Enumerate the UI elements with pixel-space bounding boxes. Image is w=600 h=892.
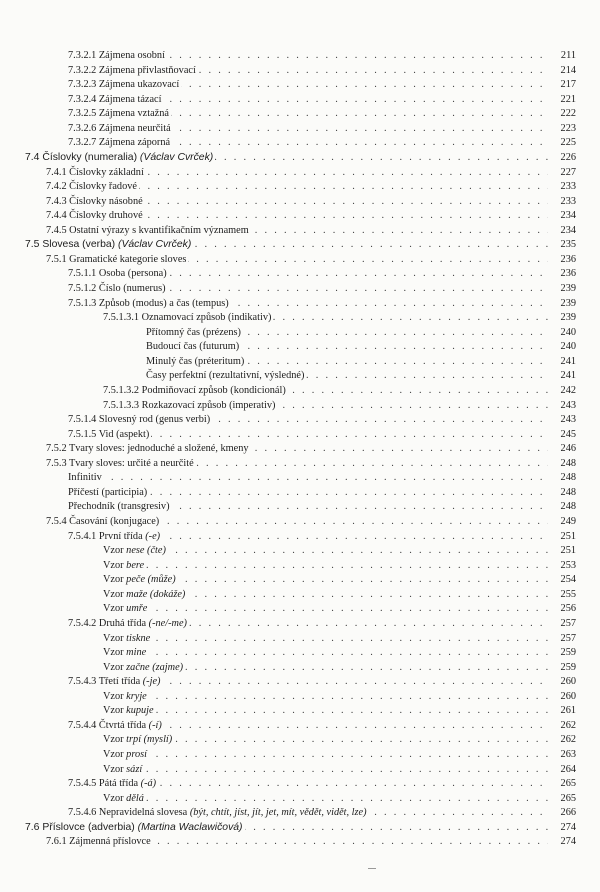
toc-page-number: 257	[548, 617, 576, 632]
toc-entry	[0, 180, 600, 195]
toc-entry-title	[103, 733, 174, 748]
toc-page-number: 246	[548, 442, 576, 457]
toc-page-number: 266	[548, 806, 576, 821]
toc-entry-title	[68, 413, 212, 428]
toc-entry	[0, 530, 600, 545]
toc-entry-title	[103, 704, 156, 719]
toc-page-number: 262	[548, 719, 576, 734]
toc-entry-text: 7.4.2 Číslovky řadové	[46, 181, 137, 193]
toc-page-number: 264	[548, 763, 576, 778]
toc-page-number: 217	[548, 78, 576, 93]
toc-entry	[0, 195, 600, 210]
toc-entry-text: 7.5.1 Gramatické kategorie sloves	[46, 253, 187, 265]
toc-entry	[0, 64, 600, 79]
toc-entry-italic: (Martina Waclawičová)	[137, 821, 243, 833]
toc-entry-title	[68, 486, 149, 501]
toc-entry-italic: mine	[126, 647, 147, 659]
leader-dots	[107, 792, 548, 807]
toc-entry-text: Vzor	[103, 545, 127, 557]
toc-page-number: 274	[548, 821, 576, 836]
toc-page-number: 259	[548, 661, 576, 676]
toc-entry	[0, 238, 600, 253]
toc-entry-text: Vzor	[103, 559, 127, 571]
toc-entry-title	[68, 49, 167, 64]
toc-entry-text: 7.6.1 Zájmenná příslovce	[46, 836, 151, 848]
toc-entry-title	[46, 166, 146, 181]
toc-entry-title	[68, 64, 198, 79]
toc-entry-text: 7.4.5 Ostatní výrazy s kvantifikačním významem	[46, 224, 249, 236]
toc-page-number: 214	[548, 64, 576, 79]
toc-entry-text: 7.5.1.3.1 Oznamovací způsob (indikativ)	[103, 312, 272, 324]
toc-entry-italic: sází	[126, 763, 143, 775]
toc-entry	[0, 282, 600, 297]
toc-entry	[0, 559, 600, 574]
toc-entry-text: Přechodník (transgresiv)	[68, 501, 170, 513]
toc-page-number: 240	[548, 326, 576, 341]
toc-entry-italic: umře	[126, 603, 148, 615]
toc-entry	[0, 311, 600, 326]
toc-entry-text: Vzor	[103, 588, 127, 600]
leader-dots	[107, 632, 548, 647]
toc-entry-italic: (být, chtít, jíst, jít, jet, mít, vědět, vidět, lze)	[189, 807, 367, 819]
toc-entry-text: 7.5.3 Tvary sloves: určité a neurčité	[46, 457, 194, 469]
toc-entry	[0, 792, 600, 807]
toc-entry	[0, 719, 600, 734]
toc-entry-title	[103, 573, 178, 588]
toc-entry-text: 7.5.2 Tvary sloves: jednoduché a složené, kmeny	[46, 443, 249, 455]
toc-entry-italic: (-e)	[145, 530, 161, 542]
toc-entry	[0, 297, 600, 312]
toc-entry-title	[46, 457, 196, 472]
toc-entry	[0, 151, 600, 166]
toc-entry-italic: (-á)	[140, 778, 157, 790]
toc-entry	[0, 49, 600, 64]
toc-entry	[0, 632, 600, 647]
toc-page-number: 248	[548, 486, 576, 501]
toc-entry-text: 7.5.4.2 Druhá třída	[68, 617, 149, 629]
toc-entry-text: Minulý čas (préteritum)	[146, 355, 245, 367]
toc-page-number: 236	[548, 253, 576, 268]
toc-page-number: 240	[548, 340, 576, 355]
toc-entry-title	[46, 442, 251, 457]
toc-page-number: 256	[548, 602, 576, 617]
toc-page-number: 239	[548, 282, 576, 297]
toc-entry-text: Vzor	[103, 574, 127, 586]
toc-page-number: 243	[548, 399, 576, 414]
toc-entry	[0, 369, 600, 384]
toc-page-number: 262	[548, 733, 576, 748]
toc-entry-text: 7.3.2.7 Zájmena záporná	[68, 137, 171, 149]
toc-entry	[0, 690, 600, 705]
toc-entry-title	[25, 821, 245, 836]
leader-dots	[107, 704, 548, 719]
toc-entry-title	[68, 471, 104, 486]
toc-entry-text: 7.5.1.5 Vid (aspekt)	[68, 428, 150, 440]
toc-entry-title	[46, 835, 153, 850]
toc-entry-italic: (-í)	[148, 719, 162, 731]
toc-entry-title	[68, 107, 171, 122]
toc-entry-title	[146, 355, 246, 370]
toc-page-number: 248	[548, 471, 576, 486]
toc-entry	[0, 486, 600, 501]
toc-entry-text: Časy perfektní (rezultativní, výsledné)	[146, 370, 305, 382]
toc-entry	[0, 209, 600, 224]
toc-entry-title	[103, 646, 148, 661]
toc-entry-text: 7.5.4.1 První třída	[68, 530, 146, 542]
toc-entry-title	[68, 719, 164, 734]
toc-page-number: 233	[548, 195, 576, 210]
toc-entry-text: 7.5.4.4 Čtvrtá třída	[68, 719, 149, 731]
toc-entry	[0, 457, 600, 472]
toc-entry	[0, 253, 600, 268]
toc-entry	[0, 646, 600, 661]
toc-entry-text: 7.5.1.1 Osoba (persona)	[68, 268, 167, 280]
toc-entry-title	[103, 559, 146, 574]
toc-page-number: 239	[548, 297, 576, 312]
leader-dots	[72, 471, 548, 486]
toc-entry-italic: kupuje	[126, 705, 154, 717]
toc-entry-italic: prosí	[126, 749, 147, 760]
toc-entry	[0, 413, 600, 428]
toc-page-number: 241	[548, 369, 576, 384]
toc-entry-text: Vzor	[103, 690, 127, 702]
toc-entry-text: Vzor	[103, 647, 127, 659]
toc-page-number: 236	[548, 267, 576, 282]
toc-entry-text: 7.5.1.2 Číslo (numerus)	[68, 283, 166, 294]
toc-entry-title	[68, 282, 168, 297]
toc-entry-title	[68, 93, 164, 108]
toc-entry-italic: tiskne	[126, 632, 151, 644]
toc-entry-text: Přítomný čas (prézens)	[146, 326, 241, 338]
toc-entry	[0, 471, 600, 486]
toc-page-number: 257	[548, 632, 576, 647]
leader-dots	[107, 690, 548, 705]
toc-entry-text: Vzor	[103, 661, 127, 673]
toc-entry	[0, 399, 600, 414]
toc-entry-italic: nese (čte)	[126, 545, 166, 557]
toc-entry-text: Infinitiv	[68, 472, 102, 484]
toc-entry-text: Vzor	[103, 603, 127, 615]
toc-entry	[0, 122, 600, 137]
toc-page-number: 223	[548, 122, 576, 137]
toc-entry-title	[68, 267, 169, 282]
toc-page-number: 233	[548, 180, 576, 195]
toc-entry-text: 7.4.4 Číslovky druhové	[46, 210, 143, 222]
toc-entry-title	[103, 544, 168, 559]
toc-page-number: 248	[548, 457, 576, 472]
toc-entry-text: 7.5.1.4 Slovesný rod (genus verbi)	[68, 414, 211, 426]
toc-page-number: 253	[548, 559, 576, 574]
toc-entry	[0, 384, 600, 399]
toc-page-number: 263	[548, 748, 576, 763]
toc-entry	[0, 78, 600, 93]
toc-entry-text: 7.6 Příslovce (adverbia)	[25, 821, 138, 833]
toc-entry-title	[46, 195, 145, 210]
toc-entry-text: 7.5 Slovesa (verba)	[25, 239, 118, 251]
toc-entry	[0, 617, 600, 632]
toc-entry-title	[103, 399, 277, 414]
toc-entry-title	[46, 224, 251, 239]
toc-entry-title	[68, 530, 162, 545]
toc-entry-text: Budoucí čas (futurum)	[146, 341, 240, 353]
toc-page-number: 265	[548, 777, 576, 792]
toc-entry-text: 7.5.4.3 Třetí třída	[68, 676, 143, 688]
leader-dots	[107, 748, 548, 763]
toc-entry-text: Vzor	[103, 734, 127, 746]
toc-entry-italic: kryje	[126, 690, 147, 702]
toc-entry	[0, 355, 600, 370]
toc-entry-title	[68, 122, 173, 137]
toc-entry-title	[103, 763, 144, 778]
toc-entry-title	[103, 792, 146, 807]
toc-entry-title	[103, 384, 288, 399]
toc-page-number: 260	[548, 675, 576, 690]
toc-page-number: 226	[548, 151, 576, 166]
toc-page-number: 255	[548, 588, 576, 603]
toc-entry-title	[103, 588, 187, 603]
toc-page-number: 222	[548, 107, 576, 122]
toc-entry	[0, 544, 600, 559]
toc-entry	[0, 166, 600, 181]
toc-entry-title	[25, 238, 193, 253]
toc-page-number: 235	[548, 238, 576, 253]
toc-page-number: 251	[548, 544, 576, 559]
leader-dots	[107, 602, 548, 617]
toc-entry	[0, 267, 600, 282]
toc-page-number: 211	[548, 49, 576, 64]
toc-entry-title	[68, 297, 231, 312]
toc-page-number: 245	[548, 428, 576, 443]
toc-entry	[0, 500, 600, 515]
toc-entry-text: 7.4.3 Číslovky násobné	[46, 195, 143, 207]
toc-entry-italic: (Václav Cvrček)	[117, 239, 192, 251]
footer-mark	[368, 868, 376, 869]
toc-entry	[0, 515, 600, 530]
toc-page-number: 248	[548, 500, 576, 515]
toc-entry-text: 7.3.2.3 Zájmena ukazovací	[68, 79, 180, 91]
toc-entry-title	[103, 661, 185, 676]
toc-entry	[0, 777, 600, 792]
toc-entry-title	[46, 209, 145, 224]
toc-entry-title	[46, 180, 139, 195]
toc-entry-italic: dělá	[126, 792, 144, 804]
toc-entry	[0, 428, 600, 443]
toc-entry-title	[25, 151, 215, 166]
toc-entry-text: 7.5.1.3.3 Rozkazovací způsob (imperativ)	[103, 399, 276, 411]
toc-entry	[0, 136, 600, 151]
toc-entry-text: Vzor	[103, 792, 127, 804]
toc-entry	[0, 573, 600, 588]
toc-entry-italic: trpí (myslí)	[126, 734, 173, 746]
toc-entry-title	[68, 500, 172, 515]
toc-entry-title	[103, 632, 152, 647]
toc-page-number: 254	[548, 573, 576, 588]
toc-page-number: 274	[548, 835, 576, 850]
toc-entry-title	[68, 675, 162, 690]
toc-page-number: 234	[548, 224, 576, 239]
toc-entry	[0, 588, 600, 603]
toc-entry-text: 7.3.2.6 Zájmena neurčitá	[68, 122, 171, 134]
toc-entry-title	[68, 777, 158, 792]
toc-entry	[0, 806, 600, 821]
toc-entry-title	[146, 369, 306, 384]
toc-page-number: 225	[548, 136, 576, 151]
toc-entry-title	[146, 340, 241, 355]
toc-page-number: 242	[548, 384, 576, 399]
toc-entry	[0, 107, 600, 122]
toc-entry	[0, 93, 600, 108]
toc-entry	[0, 733, 600, 748]
toc-entry-italic: maže (dokáže)	[126, 588, 186, 600]
toc-entry-title	[68, 428, 151, 443]
toc-page-number: 251	[548, 530, 576, 545]
toc-entry	[0, 442, 600, 457]
toc-page-number: 261	[548, 704, 576, 719]
toc-entry-text: 7.5.1.3 Způsob (modus) a čas (tempus)	[68, 297, 229, 309]
toc-entry-title	[68, 78, 181, 93]
toc-entry-title	[103, 748, 149, 763]
toc-page-number: 234	[548, 209, 576, 224]
toc-entry	[0, 763, 600, 778]
toc-entry-title	[103, 311, 273, 326]
toc-page-number: 259	[548, 646, 576, 661]
toc-page-number: 260	[548, 690, 576, 705]
toc-page-number: 241	[548, 355, 576, 370]
toc-page-number: 265	[548, 792, 576, 807]
toc-entry	[0, 340, 600, 355]
toc-entry	[0, 661, 600, 676]
toc-entry-text: Příčestí (participia)	[68, 486, 148, 498]
toc-entry-title	[46, 515, 161, 530]
toc-entry-title	[68, 806, 369, 821]
toc-entry-text: 7.3.2.5 Zájmena vztažná	[68, 108, 169, 120]
leader-dots	[107, 544, 548, 559]
toc-entry-title	[103, 602, 149, 617]
toc-entry-italic: začne (zajme)	[126, 661, 184, 673]
leader-dots	[107, 646, 548, 661]
toc-entry-title	[68, 617, 189, 632]
toc-page-number: 239	[548, 311, 576, 326]
toc-entry-italic: (-je)	[142, 676, 161, 688]
toc-entry	[0, 224, 600, 239]
toc-entry-text: 7.3.2.2 Zájmena přivlastňovací	[68, 64, 196, 76]
leader-dots	[107, 559, 548, 574]
toc-entry-text: 7.5.4.6 Nepravidelná slovesa	[68, 807, 190, 819]
toc-entry-title	[68, 136, 172, 151]
toc-entry	[0, 748, 600, 763]
toc-entry-text: 7.4 Číslovky (numeralia)	[25, 151, 140, 163]
toc-entry-text: 7.3.2.1 Zájmena osobní	[68, 50, 165, 61]
toc-entry	[0, 821, 600, 836]
toc-entry	[0, 326, 600, 341]
toc-entry-text: 7.4.1 Číslovky základní	[46, 166, 144, 178]
toc-entry-italic: peče (může)	[126, 574, 176, 586]
toc-entry-text: Vzor	[103, 632, 127, 644]
toc-entry-text: 7.3.2.4 Zájmena tázací	[68, 93, 162, 105]
toc-entry-title	[46, 253, 188, 268]
toc-page-number: 249	[548, 515, 576, 530]
toc-entry	[0, 675, 600, 690]
table-of-contents	[0, 49, 600, 850]
toc-page-number: 221	[548, 93, 576, 108]
toc-entry-italic: (-ne/-me)	[148, 617, 187, 629]
toc-entry-text: Vzor	[103, 705, 127, 717]
toc-entry-text: 7.5.4.5 Pátá třída	[68, 778, 141, 790]
toc-entry-text: 7.5.4 Časování (konjugace)	[46, 516, 160, 527]
toc-entry-title	[103, 690, 149, 705]
toc-page-number: 243	[548, 413, 576, 428]
toc-entry-italic: (Václav Cvrček)	[139, 151, 214, 163]
toc-entry-text: 7.5.1.3.2 Podmiňovací způsob (kondicionál)	[103, 384, 286, 396]
toc-page-number: 227	[548, 166, 576, 181]
toc-entry-italic: bere	[126, 559, 145, 571]
toc-entry-title	[146, 326, 243, 341]
leader-dots	[107, 763, 548, 778]
toc-entry-text: Vzor	[103, 749, 127, 760]
toc-entry-text: Vzor	[103, 763, 127, 775]
toc-entry	[0, 704, 600, 719]
toc-entry	[0, 835, 600, 850]
toc-entry	[0, 602, 600, 617]
